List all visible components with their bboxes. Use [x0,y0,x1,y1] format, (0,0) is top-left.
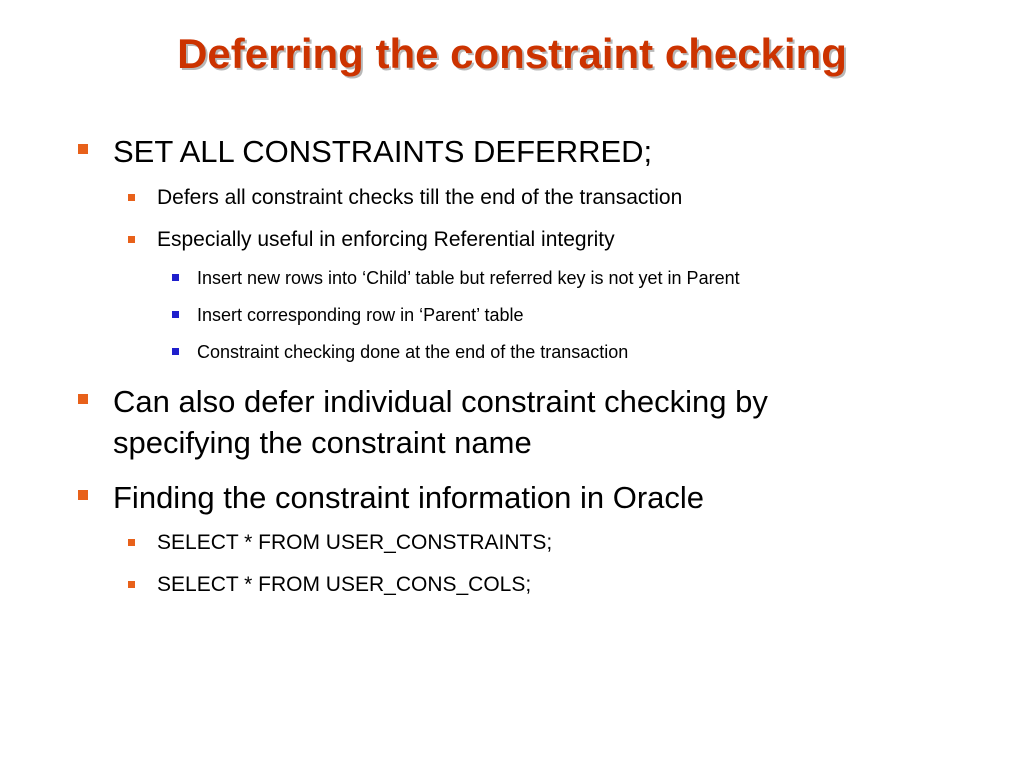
bullet-item [78,477,873,518]
bullet-item [172,303,957,327]
bullet-text: Insert corresponding row in ‘Parent’ table [197,305,524,325]
bullet-text: Can also defer individual constraint checking by specifying the constraint name [113,384,768,460]
square-bullet-icon [128,194,135,201]
bullet-text: Especially useful in enforcing Referential integrity [157,228,615,251]
bullet-text: SET ALL CONSTRAINTS DEFERRED; [113,134,653,169]
square-bullet-icon [78,394,88,404]
bullet-item [172,340,957,364]
bullet-item [78,131,873,172]
bullet-item [128,572,937,598]
square-bullet-icon [172,311,179,318]
square-bullet-icon [78,490,88,500]
square-bullet-icon [172,274,179,281]
square-bullet-icon [172,348,179,355]
bullet-item [128,227,937,253]
bullet-item [128,530,937,556]
bullet-text: Constraint checking done at the end of the transaction [197,342,629,362]
square-bullet-icon [128,539,135,546]
bullet-text: SELECT * FROM USER_CONSTRAINTS; [157,531,553,554]
slide-title: Deferring the constraint checking [177,30,847,77]
bullet-item [78,381,873,463]
bullet-text: Insert new rows into ‘Child’ table but referred key is not yet in Parent [197,268,740,288]
bullet-text: Defers all constraint checks till the end of the transaction [157,186,683,209]
bullet-item [128,185,937,211]
bullet-text: Finding the constraint information in Oracle [113,480,705,515]
square-bullet-icon [78,144,88,154]
bullet-text: SELECT * FROM USER_CONS_COLS; [157,573,532,596]
square-bullet-icon [128,581,135,588]
bullet-item [172,266,957,290]
square-bullet-icon [128,236,135,243]
